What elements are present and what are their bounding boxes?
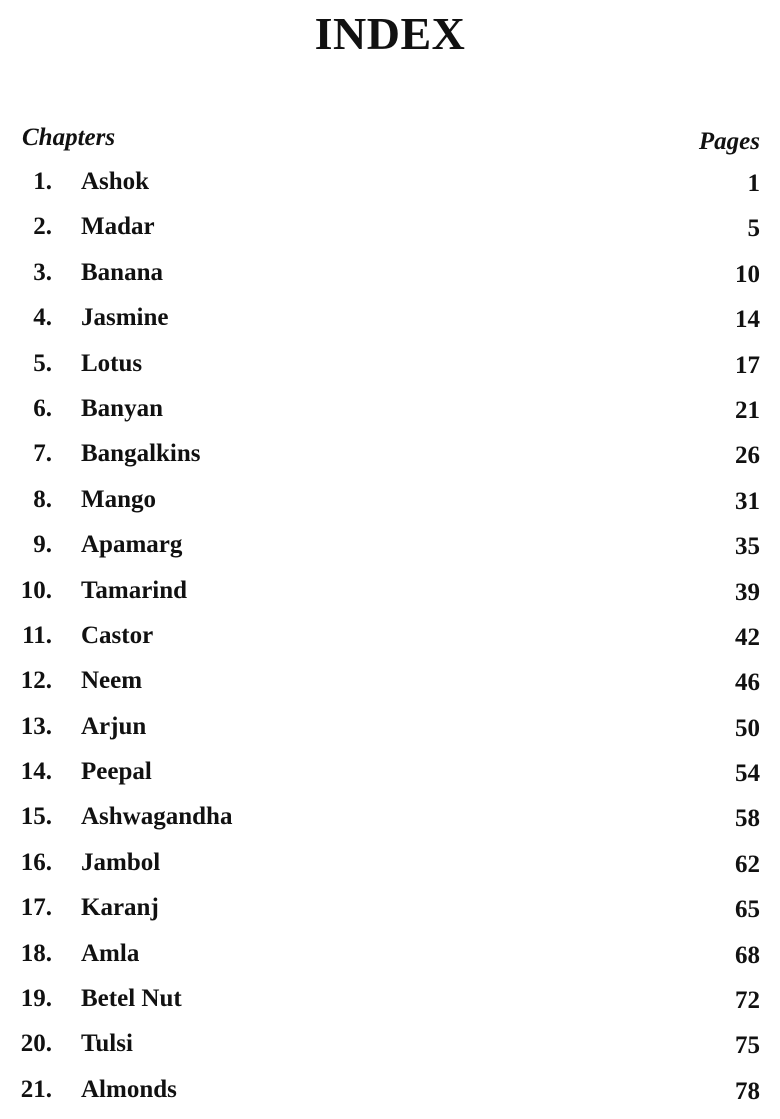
entry-page: 54 [735, 760, 760, 788]
entry-page: 17 [735, 351, 760, 379]
index-list [0, 166, 780, 1119]
entry-name: Betel Nut [81, 985, 182, 1013]
entry-name: Tulsi [81, 1030, 133, 1058]
entry-page: 50 [735, 714, 760, 742]
entry-name: Banana [81, 258, 163, 286]
entry-page: 10 [735, 260, 760, 288]
entry-number: 17. [20, 894, 52, 922]
entry-number: 13. [20, 712, 52, 740]
entry-name: Apamarg [81, 531, 183, 559]
entry-number: 21. [20, 1075, 52, 1103]
entry-page: 26 [735, 442, 760, 470]
entry-name: Peepal [81, 758, 152, 786]
index-entry [0, 438, 780, 483]
entry-name: Castor [81, 621, 154, 649]
entry-name: Almonds [81, 1075, 177, 1103]
entry-number: 7. [33, 440, 52, 468]
entry-number: 14. [20, 758, 52, 786]
entry-number: 10. [20, 576, 52, 604]
entry-name: Madar [81, 213, 155, 241]
index-entry [0, 484, 780, 529]
entry-name: Jasmine [81, 304, 169, 332]
index-entry [0, 257, 780, 302]
index-entry [0, 211, 780, 256]
entry-name: Neem [81, 667, 143, 695]
entry-number: 2. [33, 213, 52, 241]
index-entry [0, 620, 780, 665]
entry-name: Bangalkins [81, 440, 201, 468]
index-entry [0, 529, 780, 574]
entry-number: 18. [20, 939, 52, 967]
entry-page: 1 [747, 170, 760, 197]
entry-name: Lotus [81, 349, 143, 377]
entry-name: Banyan [81, 394, 163, 422]
entry-page: 75 [735, 1032, 760, 1060]
index-entry [0, 575, 780, 620]
entry-number: 3. [33, 258, 52, 286]
index-entry [0, 348, 780, 393]
entry-page: 58 [735, 805, 760, 833]
index-entry [0, 302, 780, 347]
entry-page: 31 [735, 487, 760, 515]
chapters-column-header: Chapters [22, 124, 116, 151]
index-entry [0, 393, 780, 438]
page-title: INDEX [314, 8, 466, 59]
index-entry [0, 801, 780, 846]
index-entry [0, 1074, 780, 1119]
entry-number: 8. [33, 485, 52, 513]
index-entry [0, 166, 780, 211]
entry-name: Arjun [81, 712, 147, 740]
entry-page: 14 [735, 306, 760, 334]
index-entry [0, 892, 780, 937]
index-entry [0, 665, 780, 710]
entry-name: Karanj [81, 894, 159, 922]
entry-number: 9. [33, 531, 52, 559]
entry-number: 19. [20, 985, 52, 1013]
entry-page: 35 [735, 533, 760, 561]
entry-page: 72 [735, 987, 760, 1015]
entry-page: 62 [735, 850, 760, 878]
entry-name: Jambol [81, 848, 161, 876]
entry-page: 42 [735, 623, 760, 651]
entry-name: Ashwagandha [81, 803, 233, 831]
entry-name: Amla [81, 939, 140, 967]
entry-name: Tamarind [81, 576, 188, 604]
entry-page: 21 [735, 396, 760, 424]
index-entry [0, 1028, 780, 1073]
entry-page: 78 [735, 1077, 760, 1105]
entry-number: 11. [22, 621, 52, 649]
index-entry [0, 711, 780, 756]
pages-column-header: Pages [698, 128, 760, 155]
entry-page: 68 [735, 941, 760, 969]
entry-number: 5. [33, 349, 52, 377]
entry-page: 65 [735, 896, 760, 924]
entry-number: 4. [33, 304, 52, 332]
entry-page: 46 [735, 669, 760, 697]
index-entry [0, 756, 780, 801]
entry-page: 5 [747, 215, 760, 243]
entry-number: 15. [20, 803, 52, 831]
entry-number: 12. [20, 667, 52, 695]
entry-number: 20. [20, 1030, 52, 1058]
entry-page: 39 [735, 578, 760, 606]
index-entry [0, 847, 780, 892]
entry-number: 1. [33, 168, 52, 195]
entry-name: Ashok [81, 168, 150, 195]
index-entry [0, 983, 780, 1028]
entry-number: 6. [33, 394, 52, 422]
index-entry [0, 938, 780, 983]
entry-name: Mango [81, 485, 156, 513]
entry-number: 16. [20, 848, 52, 876]
